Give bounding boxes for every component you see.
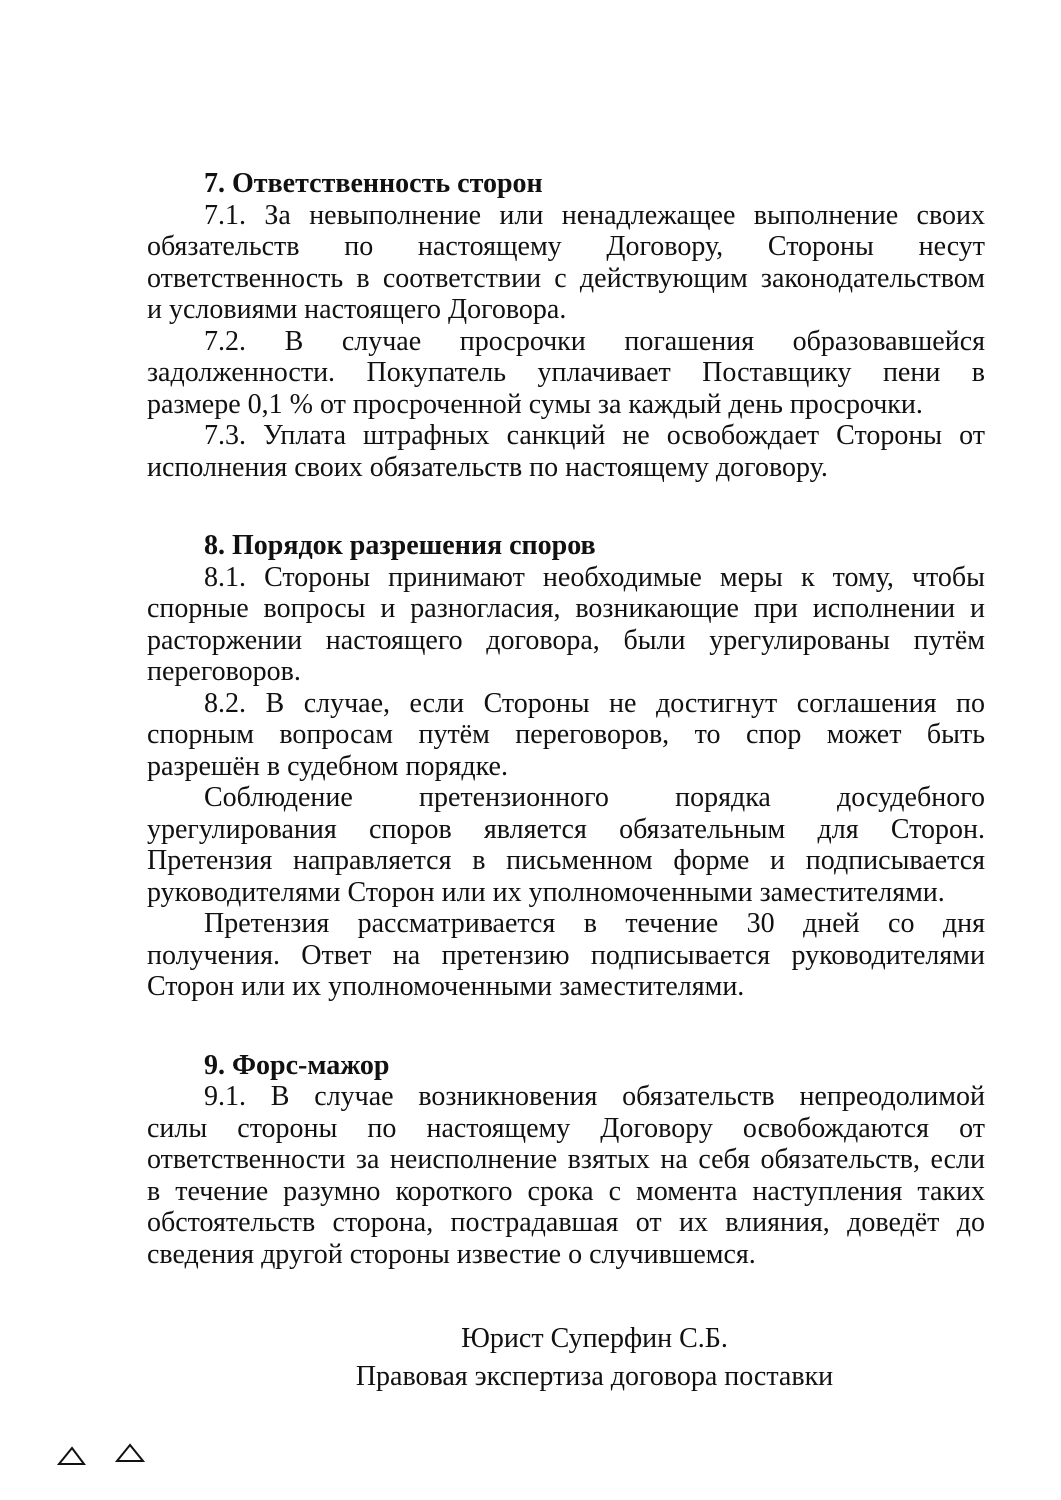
text-line: Соблюдение претензионного порядка досудебного bbox=[204, 782, 985, 813]
text-line: исполнения своих обязательств по настоящему договору. bbox=[147, 451, 828, 483]
text-line: 7.2. В случае просрочки погашения образовавшейся bbox=[204, 325, 985, 357]
text-line: в течение разумно короткого срока с момента наступления таких bbox=[147, 1175, 985, 1207]
text-line: обстоятельств сторона, пострадавшая от их влияния, доведёт до bbox=[147, 1207, 985, 1238]
section-heading: 8. Порядок разрешения споров bbox=[204, 530, 596, 561]
triangle-marks-icon bbox=[50, 1438, 160, 1473]
contract-section bbox=[147, 1050, 985, 1271]
text-line: обязательств по настоящему Договору, Стороны несут bbox=[147, 231, 985, 262]
paragraph bbox=[147, 688, 985, 783]
text-line: Претензия рассматривается в течение 30 дней со дня bbox=[204, 908, 985, 939]
signature-block bbox=[147, 1320, 985, 1396]
triangle-mark-large-icon bbox=[117, 1445, 143, 1461]
text-line: сведения другой стороны известие о случившемся. bbox=[147, 1238, 756, 1270]
text-line: задолженности. Покупатель уплачивает Поставщику пени в bbox=[147, 357, 985, 388]
contract-sections bbox=[147, 168, 985, 1270]
text-line: спорные вопросы и разногласия, возникающие при исполнении и bbox=[147, 593, 985, 624]
text-line: 8.1. Стороны принимают необходимые меры к тому, чтобы bbox=[204, 561, 985, 593]
paragraph bbox=[147, 782, 985, 908]
text-line: переговоров. bbox=[147, 656, 301, 687]
text-line: 7.1. За невыполнение или ненадлежащее выполнение своих bbox=[204, 199, 985, 231]
paragraph bbox=[147, 420, 985, 483]
signature-line-author: Юрист Суперфин С.Б. bbox=[461, 1323, 728, 1354]
text-line: расторжении настоящего договора, были урегулированы путём bbox=[147, 624, 985, 656]
text-line: ответственность в соответствии с действующим законодательством bbox=[147, 262, 985, 294]
contract-section bbox=[147, 530, 985, 1003]
text-line: и условиями настоящего Договора. bbox=[147, 294, 567, 325]
contract-section bbox=[147, 168, 985, 483]
paragraph bbox=[147, 562, 985, 688]
paragraph bbox=[147, 1081, 985, 1270]
text-line: спорным вопросам путём переговоров, то спор может быть bbox=[147, 719, 985, 750]
text-line: силы стороны по настоящему Договору освобождаются от bbox=[147, 1112, 985, 1144]
text-line: размере 0,1 % от просроченной сумы за каждый день просрочки. bbox=[147, 388, 923, 420]
text-line: ответственности за неисполнение взятых на себя обязательств, если bbox=[147, 1144, 985, 1175]
section-heading: 7. Ответственность сторон bbox=[204, 168, 543, 199]
text-line: разрешён в судебном порядке. bbox=[147, 750, 508, 782]
text-line: 8.2. В случае, если Стороны не достигнут соглашения по bbox=[204, 687, 985, 719]
paragraph bbox=[147, 326, 985, 421]
text-line: Сторон или их уполномоченными заместителями. bbox=[147, 971, 745, 1002]
text-line: руководителями Сторон или их уполномоченными заместителями. bbox=[147, 876, 945, 908]
section-heading: 9. Форс-мажор bbox=[204, 1049, 390, 1081]
paragraph bbox=[147, 200, 985, 326]
text-line: 9.1. В случае возникновения обязательств непреодолимой bbox=[204, 1081, 985, 1112]
signature-line-title: Правовая экспертиза договора поставки bbox=[355, 1361, 834, 1392]
text-line: получения. Ответ на претензию подписывается руководителями bbox=[147, 939, 985, 971]
text-line: Претензия направляется в письменном форме и подписывается bbox=[147, 845, 985, 876]
text-line: 7.3. Уплата штрафных санкций не освобождает Стороны от bbox=[204, 420, 985, 451]
text-line: урегулирования споров является обязательным для Сторон. bbox=[147, 813, 985, 845]
triangle-mark-small-icon bbox=[59, 1448, 84, 1464]
paragraph bbox=[147, 908, 985, 1003]
